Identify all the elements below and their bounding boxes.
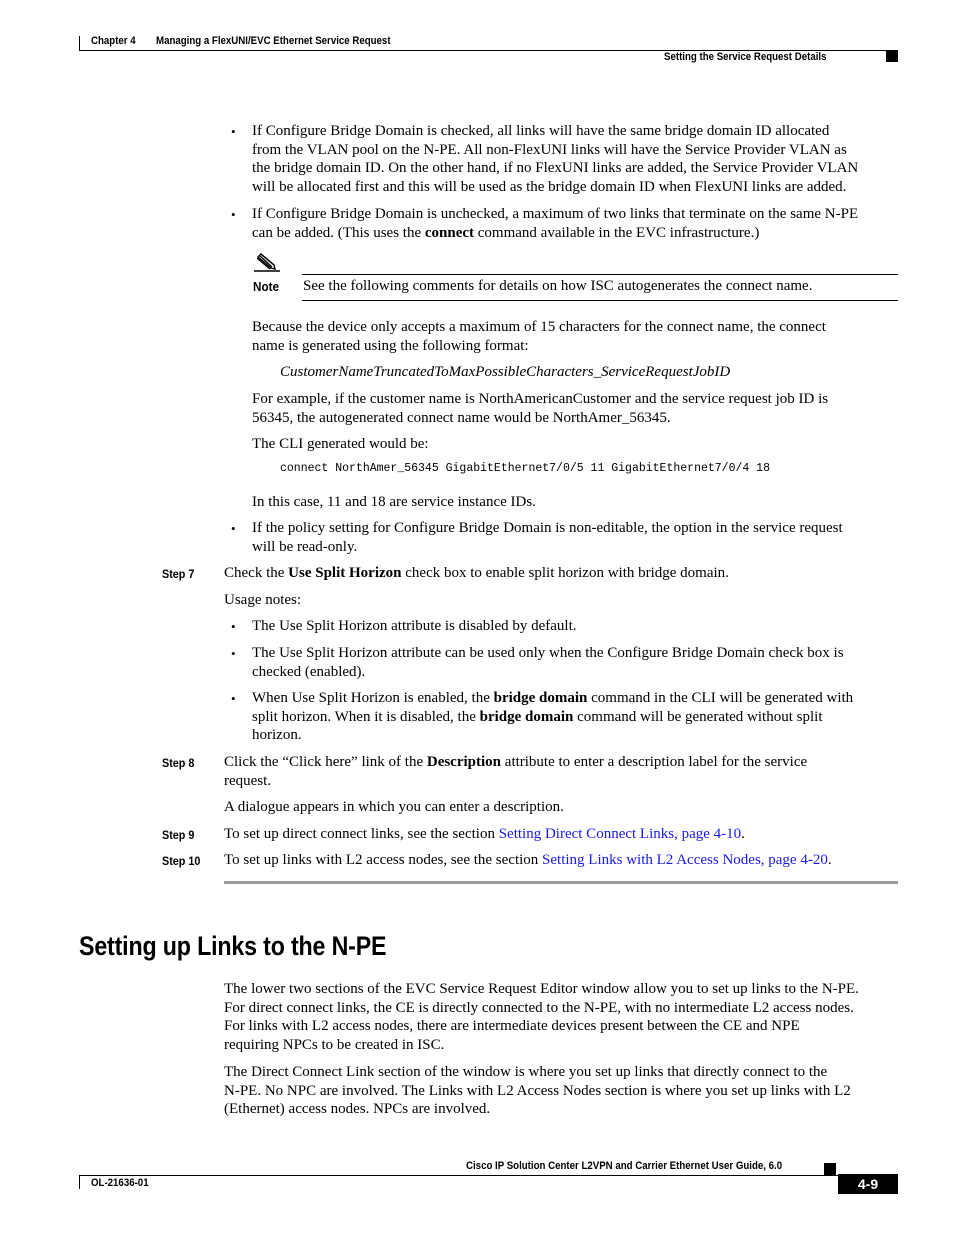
- footer-left-tick: [79, 1175, 80, 1189]
- bullet-policy-setting: [252, 519, 843, 556]
- bridge-domain-term: bridge domain: [493, 690, 588, 706]
- step-7-text: [224, 564, 729, 583]
- header-black-block: [886, 51, 898, 62]
- bridge-domain-term: bridge domain: [479, 708, 574, 725]
- note-top-rule: [302, 274, 898, 275]
- header-chapter-title: Managing a FlexUNI/EVC Ethernet Service Request: [156, 35, 391, 47]
- text-line: will be allocated first and this will be used as the bridge domain ID when FlexUNI links are added.: [252, 178, 847, 195]
- bullet-configure-checked: [252, 122, 858, 196]
- step-8-label: Step 8: [162, 756, 195, 770]
- text-span: .: [741, 826, 745, 842]
- text-span: split horizon. When it is disabled, the: [252, 708, 480, 725]
- text-span: Click the “Click here” link of the: [224, 754, 427, 770]
- text-line: The Use Split Horizon attribute can be used only when the Configure Bridge Domain check box is: [252, 645, 844, 661]
- cli-intro: The CLI generated would be:: [252, 436, 429, 452]
- text-line: horizon.: [252, 727, 302, 744]
- connect-name-format: CustomerNameTruncatedToMaxPossibleCharacters_ServiceRequestJobID: [280, 364, 731, 380]
- text-line: 56345, the autogenerated connect name would be NorthAmer_56345.: [252, 409, 671, 426]
- note-label: Note: [253, 279, 280, 294]
- use-split-horizon-term: Use Split Horizon: [288, 565, 402, 581]
- procedure-end-rule: [224, 881, 898, 884]
- command-connect: connect: [424, 224, 475, 241]
- bullet-dot: •: [231, 521, 236, 536]
- footer-black-block: [824, 1163, 836, 1175]
- text-span: attribute to enter a description label for the service: [501, 754, 808, 770]
- footer-guide-title: Cisco IP Solution Center L2VPN and Carrier Ethernet User Guide, 6.0: [466, 1160, 783, 1172]
- header-left-tick: [79, 36, 80, 51]
- bullet-dot: •: [231, 691, 236, 706]
- text-line: (Ethernet) access nodes. NPCs are involved.: [224, 1101, 491, 1118]
- text-span: check box to enable split horizon with bridge domain.: [401, 565, 729, 581]
- example-paragraph: [252, 390, 828, 427]
- step-10-text: [224, 851, 832, 870]
- text-line: The lower two sections of the EVC Service Request Editor window allow you to set up links to the N-PE.: [224, 981, 859, 997]
- text-line: For example, if the customer name is NorthAmericanCustomer and the service request job ID is: [252, 391, 829, 407]
- bullet-dot: •: [231, 207, 236, 222]
- step-7-label: Step 7: [162, 567, 195, 581]
- text-span: To set up direct connect links, see the section: [224, 826, 499, 842]
- usage-note-1: The Use Split Horizon attribute is disabled by default.: [252, 618, 577, 634]
- bullet-configure-unchecked: [252, 205, 858, 242]
- header-chapter: Chapter 4: [91, 35, 136, 47]
- connect-name-paragraph: [252, 318, 826, 355]
- step-8-text: [224, 753, 807, 790]
- note-bottom-rule: [302, 300, 898, 301]
- description-term: Description: [426, 754, 502, 770]
- text-line: requiring NPCs to be created in ISC.: [224, 1036, 445, 1053]
- text-span: .: [827, 852, 832, 868]
- usage-notes-label: Usage notes:: [224, 592, 302, 608]
- step-9-label: Step 9: [162, 828, 195, 842]
- text-line: For direct connect links, the CE is directly connected to the N-PE, with no intermediate L2 access nodes.: [224, 999, 854, 1016]
- text-span: command available in the EVC infrastructure.): [474, 224, 760, 241]
- text-line: request.: [224, 772, 272, 789]
- text-line: name is generated using the following format:: [252, 337, 529, 354]
- text-line: [224, 753, 807, 772]
- text-line: If Configure Bridge Domain is checked, all links will have the same bridge domain ID allocated: [252, 123, 830, 139]
- bullet-dot: •: [231, 619, 236, 634]
- link-l2-access-nodes[interactable]: Setting Links with L2 Access Nodes, page 4-20: [542, 852, 828, 868]
- text-span: Check the: [224, 565, 289, 581]
- text-line: [252, 224, 858, 243]
- text-span: To set up links with L2 access nodes, see the section: [224, 852, 543, 868]
- note-pencil-icon: [253, 253, 281, 280]
- text-span: command in the CLI will be generated with: [587, 690, 854, 706]
- step-10-label: Step 10: [162, 854, 201, 868]
- text-line: [252, 689, 853, 708]
- text-span: can be added. (This uses the: [252, 224, 425, 241]
- text-line: the bridge domain ID. On the other hand, if no FlexUNI links are added, the Service Provider VLAN: [252, 160, 859, 177]
- note-text: See the following comments for details on how ISC autogenerates the connect name.: [303, 278, 813, 294]
- text-span: command will be generated without split: [573, 708, 823, 725]
- page-number: 4-9: [857, 1176, 879, 1192]
- step-9-text: [224, 825, 745, 844]
- text-line: If the policy setting for Configure Bridge Domain is non-editable, the option in the service request: [252, 520, 843, 536]
- footer-doc-id: OL-21636-01: [91, 1177, 149, 1189]
- step-8-dialogue-text: A dialogue appears in which you can enter a description.: [224, 799, 564, 815]
- footer-rule: [79, 1175, 898, 1176]
- text-line: If Configure Bridge Domain is unchecked, a maximum of two links that terminate on the same N-PE: [252, 206, 859, 222]
- section-paragraph-1: [224, 980, 859, 1054]
- text-line: [252, 708, 853, 727]
- text-line: N-PE. No NPC are involved. The Links with L2 Access Nodes section is where you set up links with L2: [224, 1082, 851, 1099]
- header-section: Setting the Service Request Details: [664, 51, 827, 63]
- text-line: checked (enabled).: [252, 663, 366, 680]
- link-direct-connect-links[interactable]: Setting Direct Connect Links, page 4-10: [498, 826, 742, 842]
- section-paragraph-2: [224, 1063, 851, 1119]
- instance-ids-text: In this case, 11 and 18 are service instance IDs.: [252, 494, 536, 510]
- usage-note-3: [252, 689, 853, 745]
- bullet-dot: •: [231, 646, 236, 661]
- bullet-dot: •: [231, 124, 236, 139]
- usage-note-2: [252, 644, 844, 681]
- section-heading: Setting up Links to the N-PE: [79, 931, 387, 961]
- text-line: will be read-only.: [252, 538, 358, 555]
- text-line: For links with L2 access nodes, there are intermediate devices present between the CE and NPE: [224, 1018, 800, 1035]
- cli-code: connect NorthAmer_56345 GigabitEthernet7/0/5 11 GigabitEthernet7/0/4 18: [280, 462, 770, 475]
- text-span: When Use Split Horizon is enabled, the: [252, 690, 494, 706]
- text-line: Because the device only accepts a maximum of 15 characters for the connect name, the connect: [252, 319, 826, 335]
- text-line: from the VLAN pool on the N-PE. All non-FlexUNI links will have the Service Provider VLAN as: [252, 141, 847, 158]
- text-line: The Direct Connect Link section of the window is where you set up links that directly connect to the: [224, 1064, 828, 1080]
